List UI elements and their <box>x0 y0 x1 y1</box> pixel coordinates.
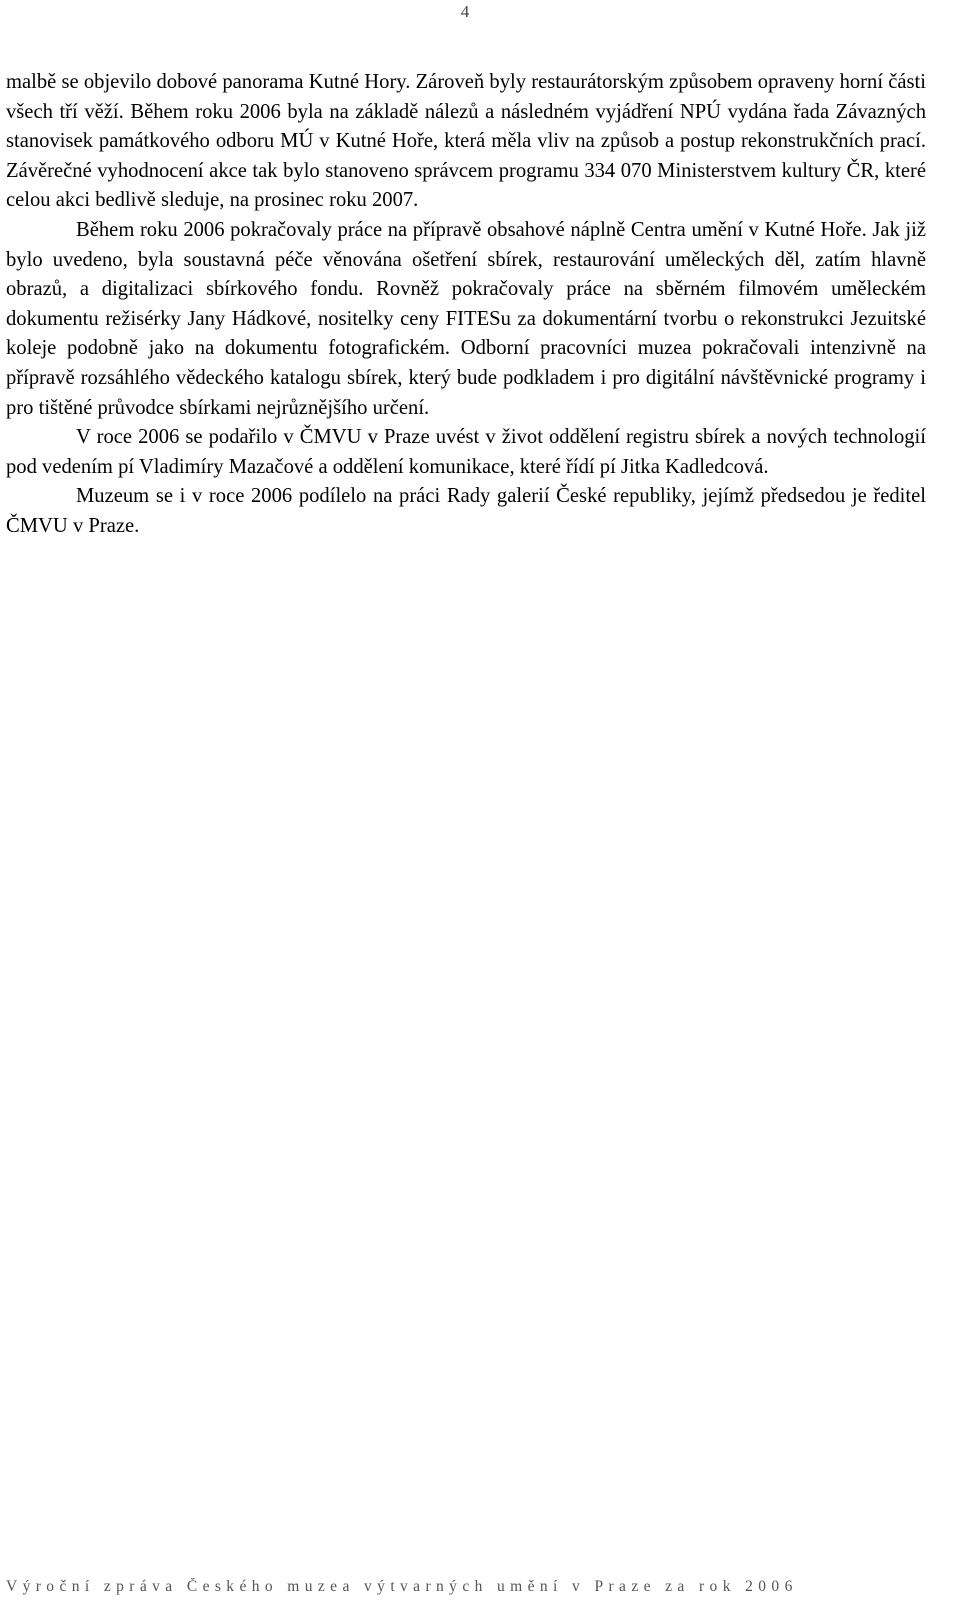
paragraph-2: Během roku 2006 pokračovaly práce na přípravě obsahové náplně Centra umění v Kutné Hoře. Jak již bylo uvedeno, byla soustavná péče věnována ošetření sbírek, restaurování uměleckých děl, zatím hlavně obrazů, a digitalizaci sbírkového fondu. Rovněž pokračovaly práce na sběrném filmovém uměleckém dokumentu režisérky Jany Hádkové, nositelky ceny FITESu za dokumentární tvorbu o rekonstrukci Jezuitské koleje podobně jako na dokumentu fotografickém. Odborní pracovníci muzea pokračovali intenzivně na přípravě rozsáhlého vědeckého katalogu sbírek, který bude podkladem i pro digitální návštěvnické programy i pro tištěné průvodce sbírkami nejrůznějšího určení. <box>6 218 926 419</box>
paragraph-1: malbě se objevilo dobové panorama Kutné Hory. Zároveň byly restaurátorským způsobem opraveny horní části všech tří věží. Během roku 2006 byla na základě nálezů a následném vyjádření NPÚ vydána řada Závazných stanovisek památkového odboru MÚ v Kutné Hoře, která měla vliv na způsob a postup rekonstrukčních prací. Závěrečné vyhodnocení akce tak bylo stanoveno správcem programu 334 070 Ministerstvem kultury ČR, které celou akci bedlivě sleduje, na prosinec roku 2007. <box>6 71 926 212</box>
page-number: 4 <box>460 2 470 21</box>
document-body <box>6 68 926 542</box>
page-footer: Výroční zpráva Českého muzea výtvarných umění v Praze za rok 2006 <box>6 1578 798 1595</box>
paragraph-4: Muzeum se i v roce 2006 podílelo na práci Rady galerií České republiky, jejímž předsedou je ředitel ČMVU v Praze. <box>6 485 926 537</box>
paragraph-3: V roce 2006 se podařilo v ČMVU v Praze uvést v život oddělení registru sbírek a nových technologií pod vedením pí Vladimíry Mazačové a oddělení komunikace, které řídí pí Jitka Kadledcová. <box>6 426 926 478</box>
